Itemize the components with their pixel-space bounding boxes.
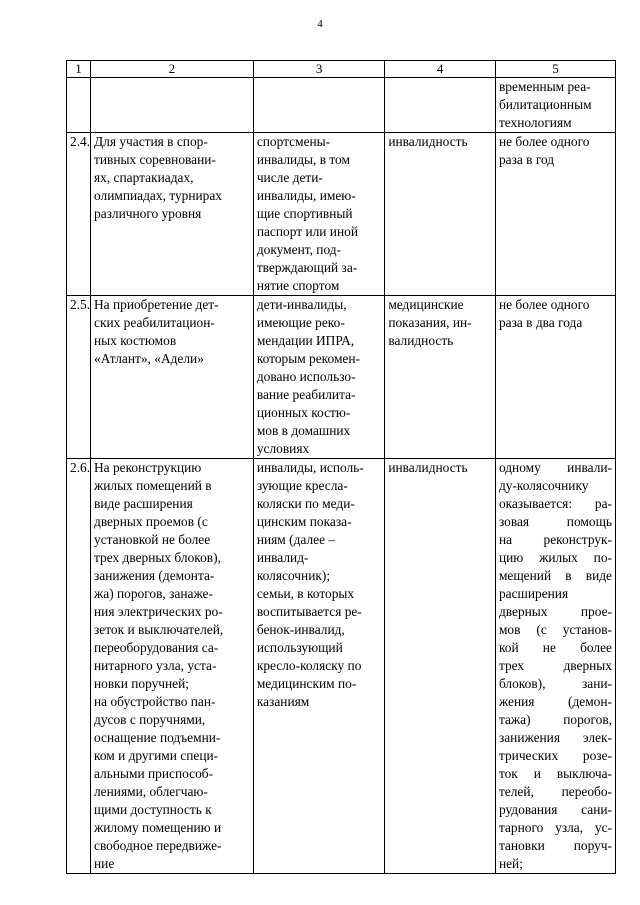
table-row <box>67 459 616 874</box>
cell-text-line: нятие спортом <box>256 278 340 293</box>
cell-text-line: ния электрических ро- <box>94 604 223 619</box>
row-number-cell: 2.4. <box>67 133 91 296</box>
cell-text-line: Для участия в спор- <box>94 134 208 149</box>
table-body <box>67 78 616 874</box>
cell-text-line: документ, под- <box>256 242 342 257</box>
cell-text-line: жилому помещению и <box>94 820 222 835</box>
cell-column-4 <box>385 459 496 874</box>
cell-text-line: казаниям <box>256 694 310 709</box>
cell-text-line: тановки поруч- <box>498 838 612 853</box>
cell-text-line: зеток и выключателей, <box>94 622 224 637</box>
cell-text-line: зовая помощь <box>498 514 612 529</box>
cell-text-line: кой не более <box>498 640 612 655</box>
cell-column-4 <box>385 296 496 459</box>
cell-text-line: мендации ИПРА, <box>256 333 355 348</box>
cell-column-5 <box>495 296 615 459</box>
cell-text-line: паспорт или иной <box>256 224 359 239</box>
cell-text-line: раза в два года <box>498 315 583 330</box>
cell-text-line: мов в домашних <box>256 423 351 438</box>
cell-text-line: занижения элек- <box>498 730 612 745</box>
cell-text-line: ских реабилитацион- <box>94 315 215 330</box>
cell-text-line: дусов с поручнями, <box>94 712 206 727</box>
cell-text-line: валидность <box>388 333 454 348</box>
cell-text-line: расширения <box>498 586 569 601</box>
cell-column-4 <box>385 78 496 133</box>
cell-text-line: одному инвали- <box>498 460 612 475</box>
table-row <box>67 296 616 459</box>
cell-text-line: тверждающий за- <box>256 260 358 275</box>
cell-text-line: инвалидность <box>388 460 468 475</box>
cell-text-line: жения (демон- <box>498 694 612 709</box>
cell-text-line: олимпиадах, турнирах <box>94 188 222 203</box>
cell-text-line: занижения (демонта- <box>94 568 215 583</box>
cell-text-line: колясочник); <box>256 568 331 583</box>
cell-text-line: мов (с установ- <box>498 622 612 637</box>
cell-text-line: условиях <box>256 441 310 456</box>
cell-text-line: мещений в виде <box>498 568 612 583</box>
cell-text-line: билитационным <box>498 97 592 112</box>
cell-text-line: щими доступность к <box>94 802 212 817</box>
cell-text-line: ях, спартакиадах, <box>94 170 194 185</box>
cell-text-line: свободное передвиже- <box>94 838 222 853</box>
cell-text-line: тивных соревновани- <box>94 152 216 167</box>
cell-text-line: которым рекомен- <box>256 351 360 366</box>
cell-text-line: альными приспособ- <box>94 766 214 781</box>
cell-text-line: лениями, облегчаю- <box>94 784 208 799</box>
cell-column-4 <box>385 133 496 296</box>
cell-text-line: инвалидность <box>388 134 468 149</box>
cell-text-line: телей, переобо- <box>498 784 612 799</box>
cell-text-line: оказывается: ра- <box>498 496 612 511</box>
header-col-3: 3 <box>253 61 385 78</box>
cell-text-line: На реконструкцию <box>94 460 202 475</box>
cell-text-line: вание реабилита- <box>256 387 356 402</box>
cell-column-5 <box>495 459 615 874</box>
cell-text-line: нитарного узла, уста- <box>94 658 217 673</box>
cell-text-line: использующий <box>256 640 343 655</box>
cell-text-line: воспитывается ре- <box>256 604 362 619</box>
cell-text-line: жа) порогов, занаже- <box>94 586 213 601</box>
cell-text-line: цию жилых по- <box>498 550 612 565</box>
cell-column-3 <box>253 133 385 296</box>
cell-text-line: инвалиды, имею- <box>256 188 356 203</box>
header-col-4: 4 <box>385 61 496 78</box>
cell-text-line: кресло-коляску по <box>256 658 362 673</box>
cell-column-5 <box>495 133 615 296</box>
cell-text-line: имеющие реко- <box>256 315 345 330</box>
cell-text-line: довано использо- <box>256 369 356 384</box>
row-number-cell <box>67 78 91 133</box>
cell-text-line: дети-инвалиды, <box>256 297 347 312</box>
cell-text-line: тарного узла, ус- <box>498 820 612 835</box>
cell-text-line: ней; <box>498 856 523 871</box>
cell-text-line: медицинским по- <box>256 676 357 691</box>
cell-text-line: показания, ин- <box>388 315 472 330</box>
table-row <box>67 133 616 296</box>
cell-text-line: «Атлант», «Адели» <box>94 351 204 366</box>
cell-text-line: рудования сани- <box>498 802 612 817</box>
cell-text-line: ду-колясочнику <box>498 478 589 493</box>
cell-text-line: не более одного <box>498 134 590 149</box>
cell-text-line: различного уровня <box>94 206 202 221</box>
page-number: 4 <box>317 18 323 30</box>
cell-text-line: тажа) порогов, <box>498 712 612 727</box>
cell-text-line: инвалид- <box>256 550 309 565</box>
cell-text-line: оснащение подъемни- <box>94 730 221 745</box>
cell-text-line: трех дверных <box>498 658 612 673</box>
cell-text-line: числе дети- <box>256 170 323 185</box>
cell-text-line: спортсмены- <box>256 134 331 149</box>
cell-text-line: семьи, в которых <box>256 586 355 601</box>
cell-text-line: бенок-инвалид, <box>256 622 345 637</box>
cell-text-line: новки поручней; <box>94 676 190 691</box>
cell-column-2 <box>91 78 254 133</box>
cell-text-line: раза в год <box>498 152 555 167</box>
cell-text-line: дверных прое- <box>498 604 612 619</box>
cell-text-line: ток и выключа- <box>498 766 612 781</box>
cell-text-line: зующие кресла- <box>256 478 348 493</box>
cell-text-line: жилых помещений в <box>94 478 212 493</box>
cell-text-line: на реконструк- <box>498 532 612 547</box>
cell-column-2 <box>91 133 254 296</box>
cell-column-3 <box>253 459 385 874</box>
cell-text-line: технологиям <box>498 115 572 130</box>
row-number-cell: 2.6. <box>67 459 91 874</box>
cell-text-line: временным реа- <box>498 79 591 94</box>
cell-column-3 <box>253 296 385 459</box>
cell-column-2 <box>91 296 254 459</box>
cell-text-line: переоборудования са- <box>94 640 219 655</box>
header-col-2: 2 <box>91 61 254 78</box>
header-col-1: 1 <box>67 61 91 78</box>
row-number-cell: 2.5. <box>67 296 91 459</box>
cell-text-line: медицинские <box>388 297 464 312</box>
cell-column-2 <box>91 459 254 874</box>
cell-text-line: трических розе- <box>498 748 612 763</box>
cell-text-line: щие спортивный <box>256 206 353 221</box>
cell-text-line: На приобретение дет- <box>94 297 219 312</box>
cell-text-line: инвалиды, в том <box>256 152 350 167</box>
cell-text-line: трех дверных блоков), <box>94 550 221 565</box>
cell-text-line: установкой не более <box>94 532 211 547</box>
cell-text-line: ние <box>94 856 115 871</box>
cell-column-5 <box>495 78 615 133</box>
cell-text-line: цинским показа- <box>256 514 352 529</box>
cell-text-line: ных костюмов <box>94 333 177 348</box>
cell-text-line: блоков), зани- <box>498 676 612 691</box>
benefits-table <box>66 60 616 874</box>
cell-text-line: инвалиды, исполь- <box>256 460 364 475</box>
table-row <box>67 78 616 133</box>
cell-text-line: дверных проемов (с <box>94 514 208 529</box>
cell-column-3 <box>253 78 385 133</box>
header-row <box>67 61 616 78</box>
header-col-5: 5 <box>495 61 615 78</box>
cell-text-line: ционных костю- <box>256 405 351 420</box>
cell-text-line: не более одного <box>498 297 590 312</box>
cell-text-line: ниям (далее – <box>256 532 336 547</box>
cell-text-line: ком и другими специ- <box>94 748 219 763</box>
cell-text-line: виде расширения <box>94 496 193 511</box>
cell-text-line: коляски по меди- <box>256 496 355 511</box>
cell-text-line: на обустройство пан- <box>94 694 216 709</box>
